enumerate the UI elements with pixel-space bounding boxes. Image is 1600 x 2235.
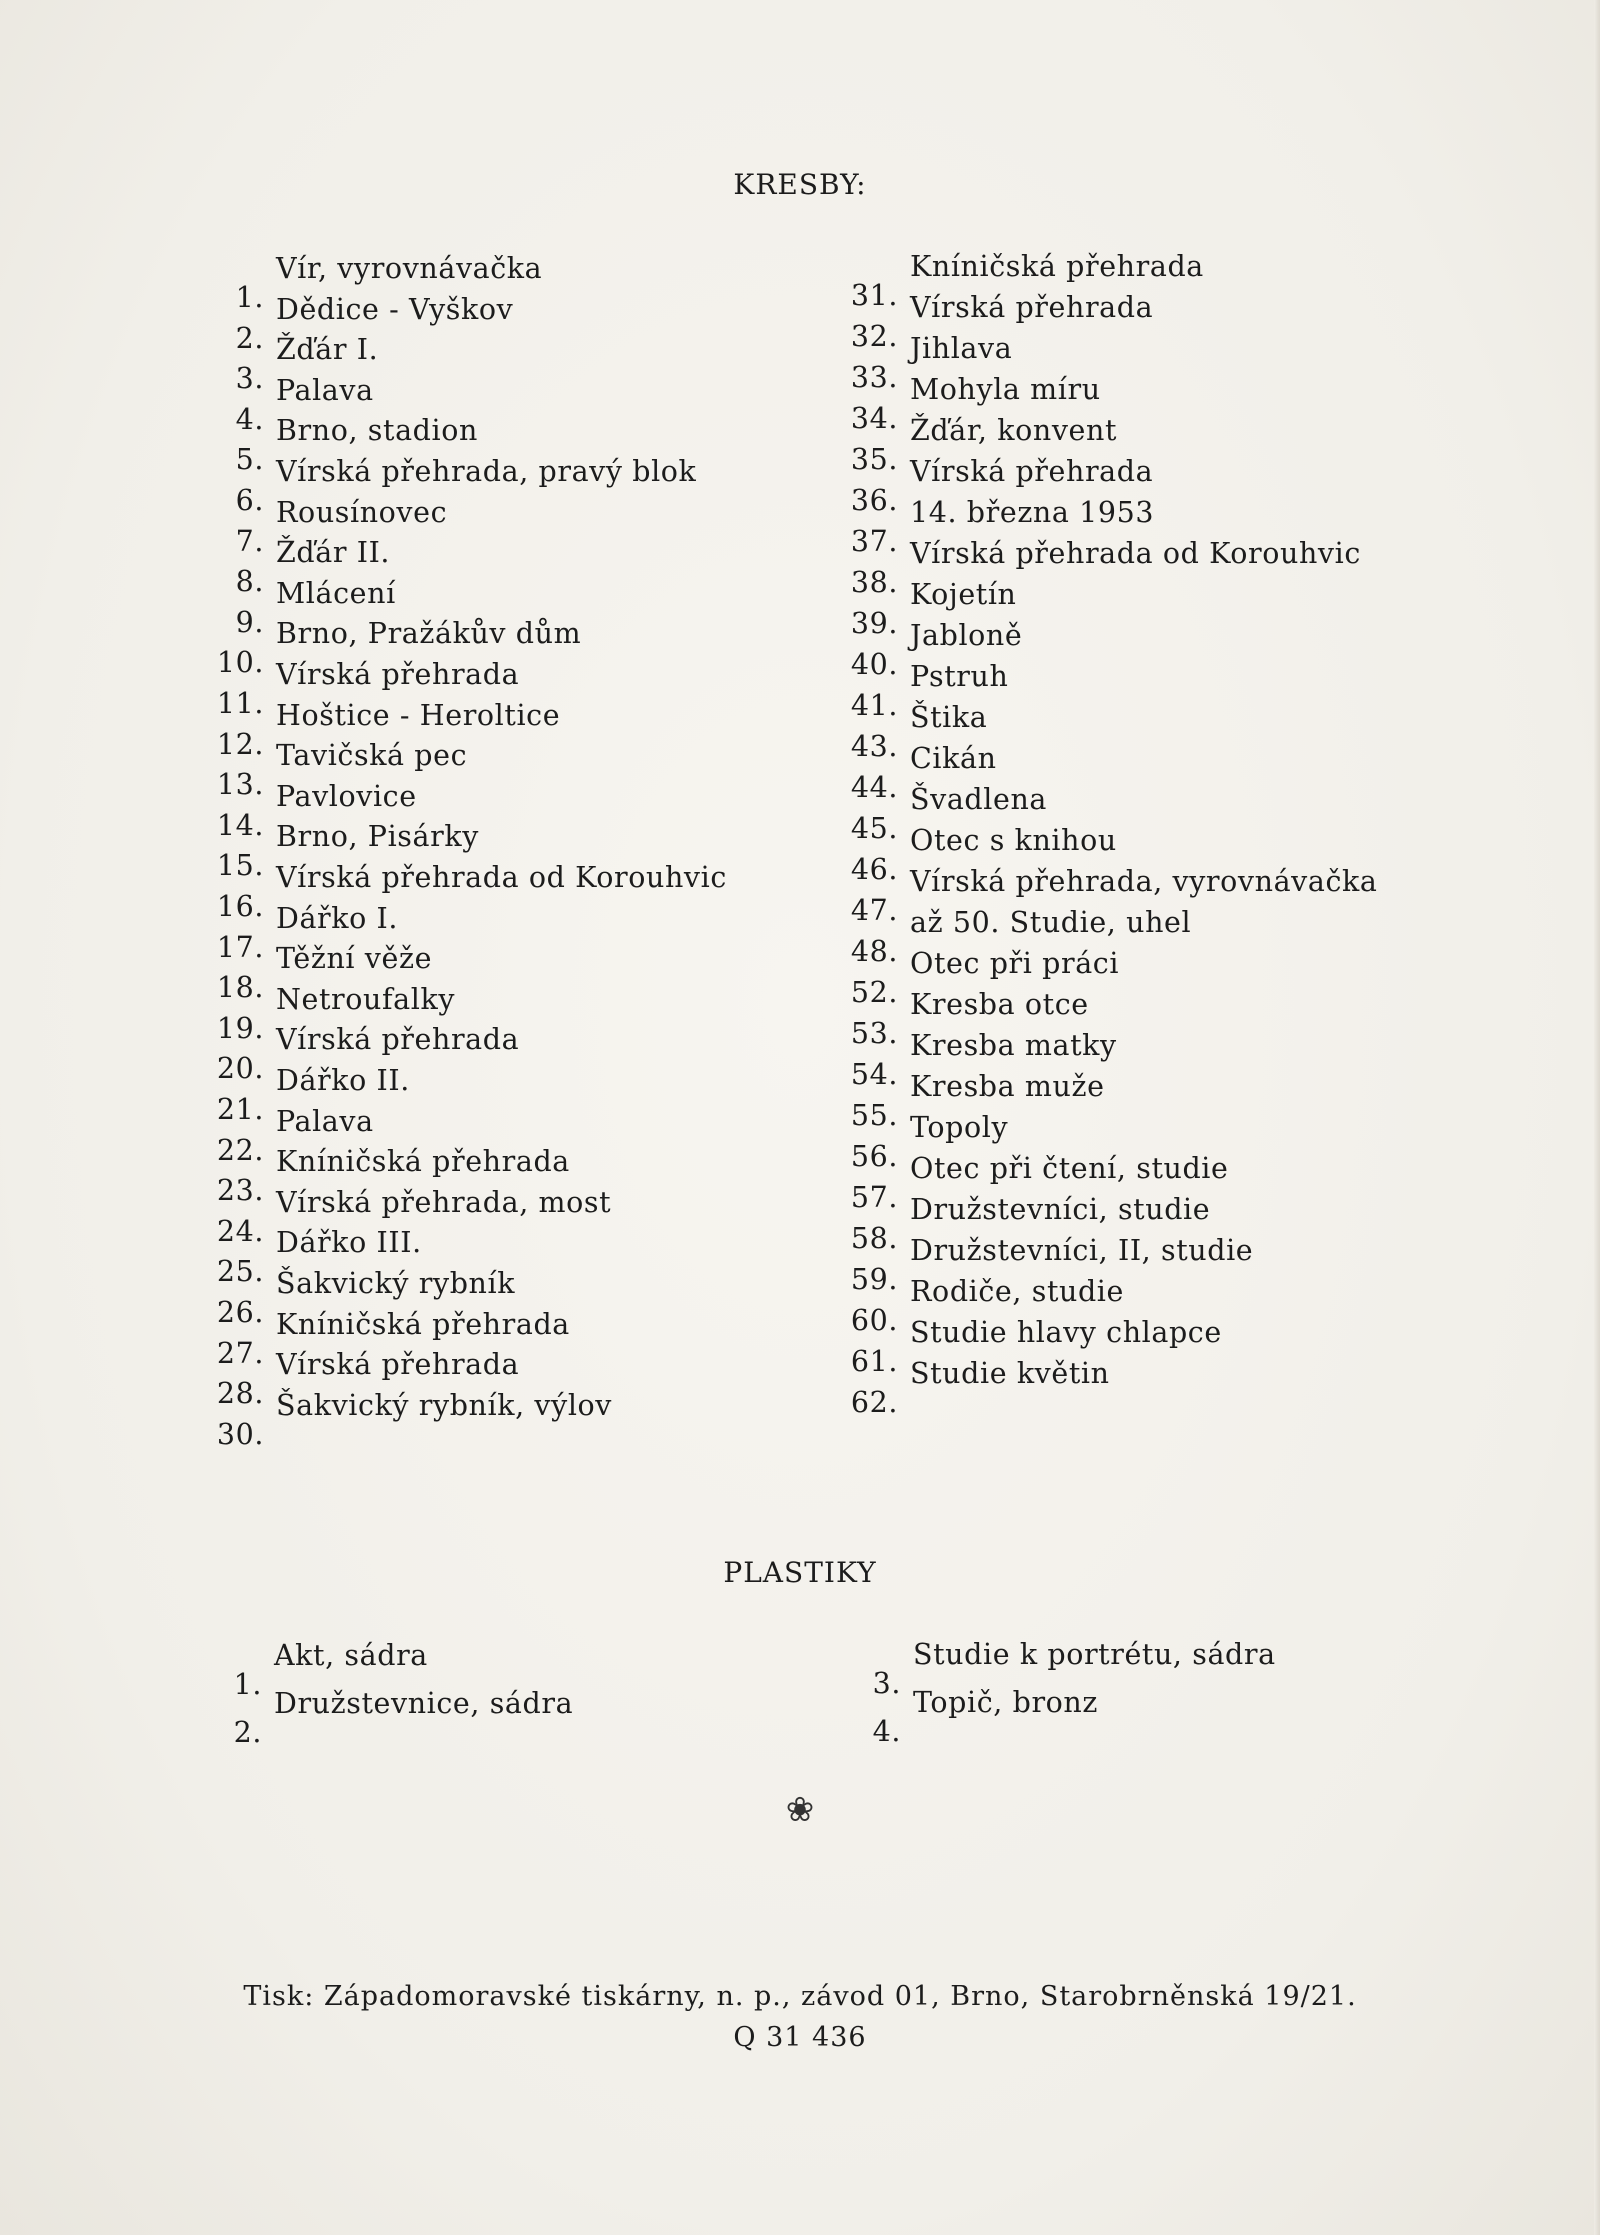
kresby-right-item-title: Družstevníci, II, studie [910, 1234, 1254, 1267]
kresby-right-item-title: Studie hlavy chlapce [910, 1316, 1222, 1349]
kresby-left-item-number: 9. [235, 605, 264, 639]
ornament-icon: ❀ [785, 1790, 815, 1830]
kresby-right-item-number: 35. [850, 443, 898, 476]
kresby-left-item-title: Dářko II. [276, 1064, 410, 1097]
kresby-heading: KRESBY: [733, 168, 867, 201]
kresby-right-item-number: 47. [850, 894, 898, 927]
kresby-right-item-title: Vírská přehrada [910, 291, 1154, 324]
plastiky-left-item-title: Akt, sádra [274, 1639, 428, 1672]
printer-imprint: Tisk: Západomoravské tiskárny, n. p., závod 01, Brno, Starobrněnská 19/21. [243, 1981, 1357, 2012]
kresby-right-item-title: Mohyla míru [910, 373, 1101, 406]
kresby-left-item-title: Vírská přehrada [276, 658, 520, 691]
kresby-right-item-number: 31. [850, 279, 898, 312]
kresby-left-item-title: Netroufalky [276, 982, 456, 1016]
kresby-right-item-number: 36. [850, 484, 898, 517]
kresby-left-item-number: 4. [235, 402, 264, 436]
kresby-right-item-number: 41. [850, 689, 898, 722]
kresby-right-item-title: Kresba matky [910, 1029, 1117, 1062]
kresby-left-item-title: Dědice - Vyškov [276, 292, 514, 326]
kresby-left-item-number: 10. [216, 646, 264, 680]
kresby-right-item-number: 40. [850, 648, 898, 681]
page-edge [1594, 0, 1600, 2235]
kresby-right-item-number: 39. [850, 607, 898, 640]
kresby-left-item [235, 574, 396, 639]
kresby-left-item-number: 13. [216, 768, 264, 802]
kresby-right-item-number: 48. [850, 935, 898, 968]
plastiky-right-item [872, 1635, 1276, 1700]
plastiky-heading: PLASTIKY [723, 1556, 877, 1589]
kresby-left-item-title: Dářko I. [276, 901, 399, 935]
plastiky-right-item-title: Topič, bronz [913, 1686, 1098, 1719]
kresby-left-item-title: Těžní věže [276, 942, 433, 976]
kresby-left-item-title: Vírská přehrada [276, 1348, 520, 1382]
kresby-right-item-title: Kojetín [910, 578, 1017, 611]
kresby-right-item-title: Studie květin [910, 1357, 1110, 1390]
plastiky-right-item-number: 3. [872, 1667, 901, 1700]
plastiky-right-item [872, 1683, 1098, 1748]
kresby-left-item-number: 17. [216, 930, 264, 964]
kresby-left-item-number: 22. [216, 1133, 264, 1167]
kresby-left-item-title: Kníničská přehrada [276, 1307, 570, 1341]
kresby-left-item [235, 371, 374, 436]
plastiky-right-item-title: Studie k portrétu, sádra [913, 1638, 1276, 1671]
kresby-left-item-title: Pavlovice [276, 779, 417, 813]
kresby-left-item-number: 24. [216, 1214, 264, 1248]
kresby-right-item-title: Družstevníci, studie [910, 1193, 1211, 1226]
kresby-right-item-title: Kresba muže [910, 1070, 1105, 1103]
kresby-left-item-title: Brno, Pražákův dům [276, 617, 582, 651]
kresby-right-item-number: 54. [850, 1058, 898, 1091]
kresby-right-item-number: 37. [850, 525, 898, 558]
kresby-left-item-number: 15. [216, 849, 264, 883]
plastiky-left-item-title: Družstevnice, sádra [274, 1687, 574, 1720]
kresby-left-item-title: Vírská přehrada, pravý blok [276, 455, 697, 488]
kresby-left-item-title: Vírská přehrada od Korouhvic [276, 861, 727, 894]
kresby-left-item-title: Hoštice - Heroltice [276, 698, 561, 732]
kresby-left-item-title: Dářko III. [276, 1226, 422, 1260]
kresby-left-item-number: 23. [216, 1174, 264, 1208]
kresby-left-item-number: 12. [216, 727, 264, 761]
kresby-right-item-title: Kníničská přehrada [910, 250, 1204, 283]
kresby-left-item-number: 27. [216, 1336, 264, 1370]
kresby-right-item-number: 34. [850, 402, 898, 435]
kresby-left-item-number: 3. [235, 362, 264, 396]
kresby-left-item-title: Kníničská přehrada [276, 1145, 570, 1179]
kresby-right-item-number: 57. [850, 1181, 898, 1214]
kresby-right-item-number: 45. [850, 812, 898, 845]
kresby-right-item-title: Kresba otce [910, 988, 1089, 1021]
kresby-right-item-title: Švadlena [910, 783, 1047, 816]
kresby-right-item-title: Otec při čtení, studie [910, 1152, 1229, 1185]
kresby-right-item-number: 61. [850, 1345, 898, 1378]
kresby-left-item-number: 25. [216, 1255, 264, 1289]
kresby-right-item-number: 59. [850, 1263, 898, 1296]
kresby-left-item-number: 1. [235, 281, 264, 314]
kresby-right-item-title: Topoly [910, 1111, 1009, 1144]
kresby-left-item-title: Vír, vyrovnávačka [276, 252, 543, 285]
kresby-left-item-number: 16. [216, 890, 264, 923]
kresby-left-item-number: 18. [216, 971, 264, 1005]
kresby-right-item-title: Štika [910, 701, 988, 734]
kresby-right-item-number: 60. [850, 1304, 898, 1337]
kresby-right-item-title: Rodiče, studie [910, 1275, 1124, 1308]
kresby-left-item-title: Šakvický rybník [276, 1267, 516, 1300]
kresby-left-item-number: 28. [216, 1377, 264, 1411]
kresby-right-item-title: 14. března 1953 [910, 496, 1155, 529]
kresby-right-item-number: 32. [850, 320, 898, 353]
kresby-left-item-title: Brno, stadion [276, 414, 478, 448]
kresby-left-item-number: 20. [216, 1052, 264, 1086]
kresby-left-item-number: 19. [216, 1011, 264, 1045]
kresby-right-item-title: Vírská přehrada [910, 455, 1154, 488]
kresby-left-item-number: 26. [216, 1296, 264, 1329]
kresby-left-item-number: 14. [216, 808, 264, 842]
plastiky-right-item-number: 4. [872, 1715, 901, 1748]
kresby-right-item-title: Otec s knihou [910, 824, 1117, 857]
plastiky-left-item-number: 2. [233, 1716, 262, 1749]
kresby-left-item [235, 411, 478, 477]
kresby-right-item-number: 46. [850, 853, 898, 886]
kresby-left-item-number: 11. [216, 687, 264, 720]
kresby-left-item-number: 30. [216, 1417, 264, 1451]
kresby-right-item-number: 38. [850, 566, 898, 599]
kresby-left-item-title: Vírská přehrada [276, 1023, 520, 1057]
kresby-right-item-title: Žďár, konvent [910, 414, 1118, 447]
kresby-right-item-title: až 50. Studie, uhel [910, 906, 1192, 939]
kresby-left-item-title: Tavičská pec [276, 739, 468, 773]
kresby-left-item-title: Žďár II. [276, 536, 391, 570]
kresby-left-item-number: 7. [235, 524, 264, 558]
kresby-left-item-number: 5. [235, 443, 264, 477]
kresby-right-item-number: 58. [850, 1222, 898, 1255]
publication-code: Q 31 436 [733, 2022, 867, 2053]
kresby-left-item-title: Mlácení [276, 576, 396, 610]
kresby-left-item-title: Palava [276, 373, 374, 407]
kresby-left-item-title: Vírská přehrada, most [276, 1185, 612, 1219]
kresby-right-item-title: Otec při práci [910, 947, 1120, 980]
kresby-left-item-title: Šakvický rybník, výlov [276, 1388, 612, 1422]
kresby-left-item-title: Žďár I. [276, 333, 379, 367]
kresby-left-item-number: 8. [235, 565, 264, 599]
kresby-right-item-number: 56. [850, 1140, 898, 1173]
kresby-right-item-title: Cikán [910, 742, 997, 775]
kresby-right-item-title: Vírská přehrada, vyrovnávačka [910, 865, 1378, 898]
kresby-left-item-number: 6. [235, 484, 264, 517]
kresby-right-item-number: 55. [850, 1099, 898, 1132]
kresby-right-item-title: Vírská přehrada od Korouhvic [910, 537, 1361, 570]
kresby-left-item-number: 2. [235, 321, 264, 355]
kresby-right-item-number: 33. [850, 361, 898, 394]
kresby-right-item-number: 62. [850, 1386, 898, 1419]
kresby-right-item-title: Jihlava [910, 332, 1013, 365]
kresby-left-item-title: Brno, Pisárky [276, 820, 479, 854]
kresby-left-item-number: 21. [216, 1093, 264, 1126]
plastiky-left-item [233, 1684, 574, 1749]
kresby-right-item-title: Jabloně [910, 619, 1023, 652]
kresby-right-item-number: 43. [850, 730, 898, 763]
kresby-right-item-title: Pstruh [910, 660, 1009, 693]
kresby-left-item-title: Rousínovec [276, 495, 448, 529]
kresby-left-item-title: Palava [276, 1104, 374, 1138]
plastiky-left-item-number: 1. [233, 1668, 262, 1701]
kresby-right-item-number: 53. [850, 1017, 898, 1050]
plastiky-left-item [233, 1636, 428, 1701]
kresby-right-item-number: 52. [850, 976, 898, 1009]
kresby-right-item-number: 44. [850, 771, 898, 804]
